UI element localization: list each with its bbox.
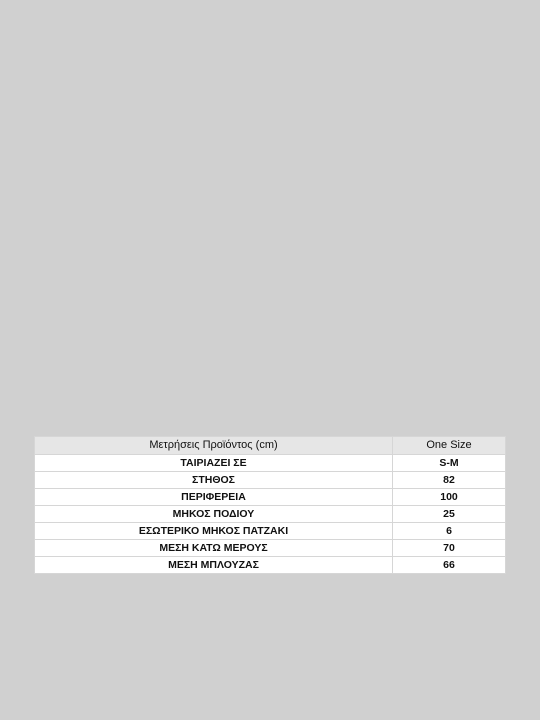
row-value: S-M: [393, 455, 506, 472]
table-row: [35, 523, 506, 540]
row-label: ΤΑΙΡΙΑΖΕΙ ΣΕ: [35, 455, 393, 472]
row-label: ΜΕΣΗ ΜΠΛΟΥΖΑΣ: [35, 557, 393, 574]
row-label: ΠΕΡΙΦΕΡΕΙΑ: [35, 489, 393, 506]
table-row: [35, 506, 506, 523]
row-label: ΜΗΚΟΣ ΠΟΔΙΟΥ: [35, 506, 393, 523]
row-value: 25: [393, 506, 506, 523]
header-size: One Size: [393, 437, 506, 455]
table-row: [35, 540, 506, 557]
table-row: [35, 557, 506, 574]
row-value: 82: [393, 472, 506, 489]
table-row: [35, 489, 506, 506]
row-value: 100: [393, 489, 506, 506]
table-row: [35, 455, 506, 472]
row-label: ΣΤΗΘΟΣ: [35, 472, 393, 489]
row-value: 6: [393, 523, 506, 540]
table-header-row: [35, 437, 506, 455]
row-label: ΜΕΣΗ ΚΑΤΩ ΜΕΡΟΥΣ: [35, 540, 393, 557]
table-row: [35, 472, 506, 489]
header-measurements: Μετρήσεις Προϊόντος (cm): [35, 437, 393, 455]
row-value: 66: [393, 557, 506, 574]
size-chart-table: [34, 436, 506, 574]
row-value: 70: [393, 540, 506, 557]
row-label: ΕΣΩΤΕΡΙΚΟ ΜΗΚΟΣ ΠΑΤΖΑΚΙ: [35, 523, 393, 540]
